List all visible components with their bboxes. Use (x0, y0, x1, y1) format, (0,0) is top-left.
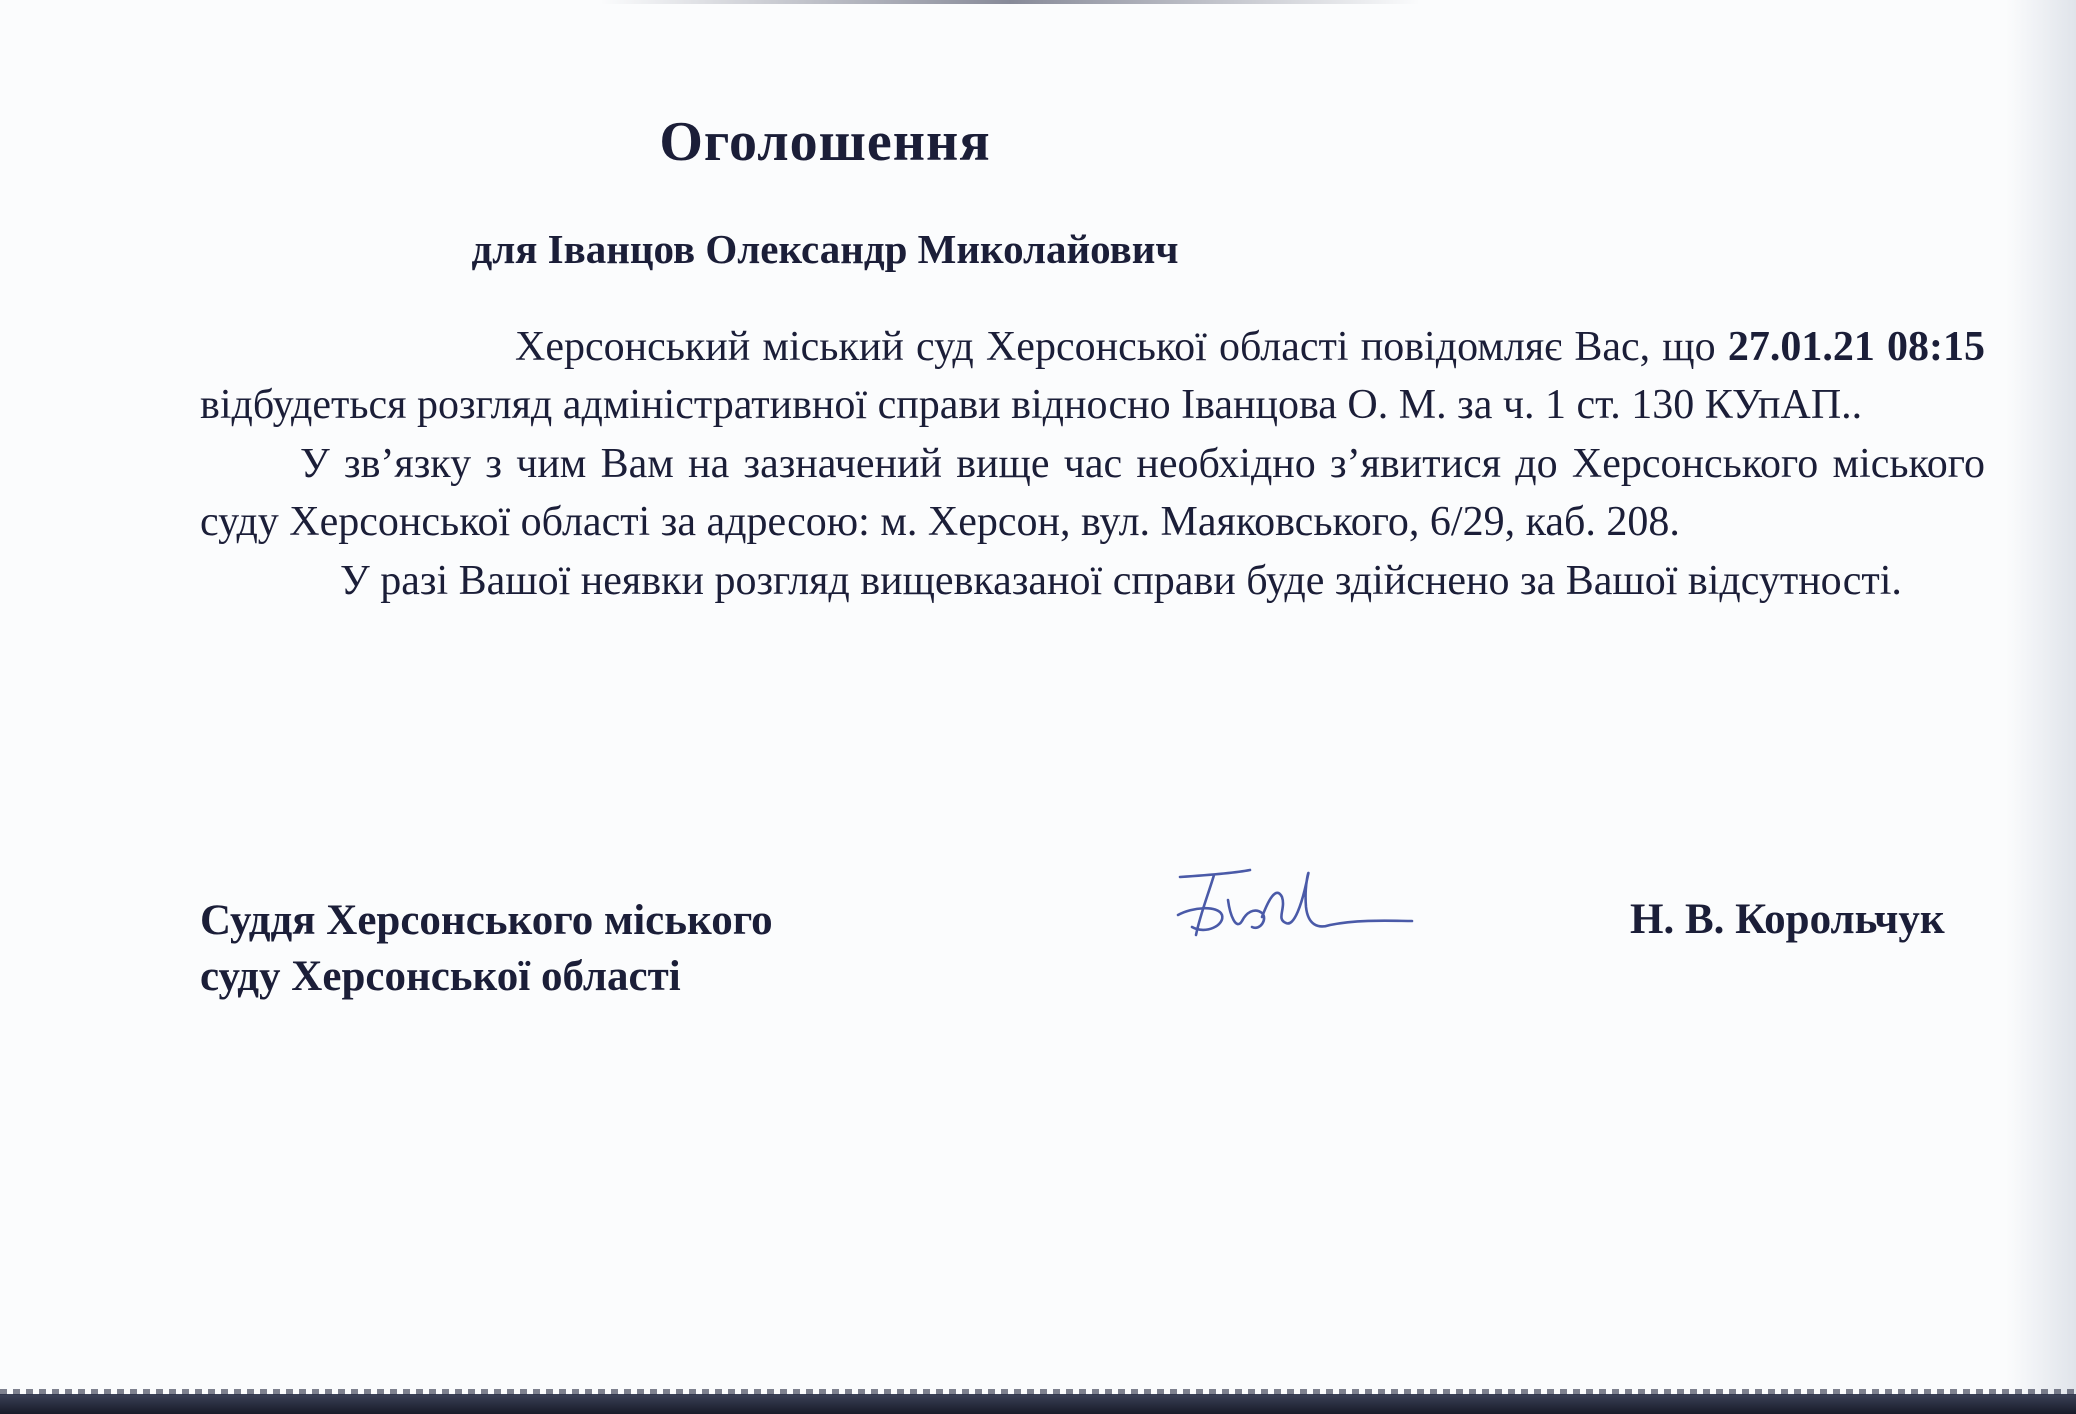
judge-position-line2: суду Херсонської області (200, 953, 681, 1001)
paper-bottom-edge (0, 1394, 2076, 1414)
hearing-datetime: 27.01.21 08:15 (1727, 324, 1985, 370)
paper-top-edge (600, 0, 1420, 4)
judge-name: Н. В. Корольчук (1630, 896, 1945, 943)
judge-position-line1: Суддя Херсонського міського (200, 897, 773, 944)
document-title: Оголошення (659, 111, 991, 173)
announcement-body (200, 318, 1985, 610)
handwritten-signature (1170, 855, 1420, 950)
paper-shadow (2006, 0, 2076, 1394)
hearing-notice-paragraph (200, 318, 1985, 435)
appearance-paragraph: У зв’язку з чим Вам на зазначений вище час необхідно з’явитися до Херсонського міського суду Херсонської області за адресою: м. Херсон, вул. Маяковського, 6/29, каб. 208. (200, 440, 1985, 546)
court-notice-lead: Херсонський міський суд Херсонської області повідомляє Вас, що (515, 324, 1716, 370)
case-description: відбудеться розгляд адміністративної справи відносно Іванцова О. М. за ч. 1 ст. 130 КУпАП.. (200, 382, 1863, 429)
absence-paragraph: У разі Вашої неявки розгляд вищевказаної справи буде здійснено за Вашої відсутності. (340, 557, 1902, 604)
addressee-line: для Іванцов Олександр Миколайович (471, 226, 1179, 272)
judge-position (200, 893, 773, 1006)
